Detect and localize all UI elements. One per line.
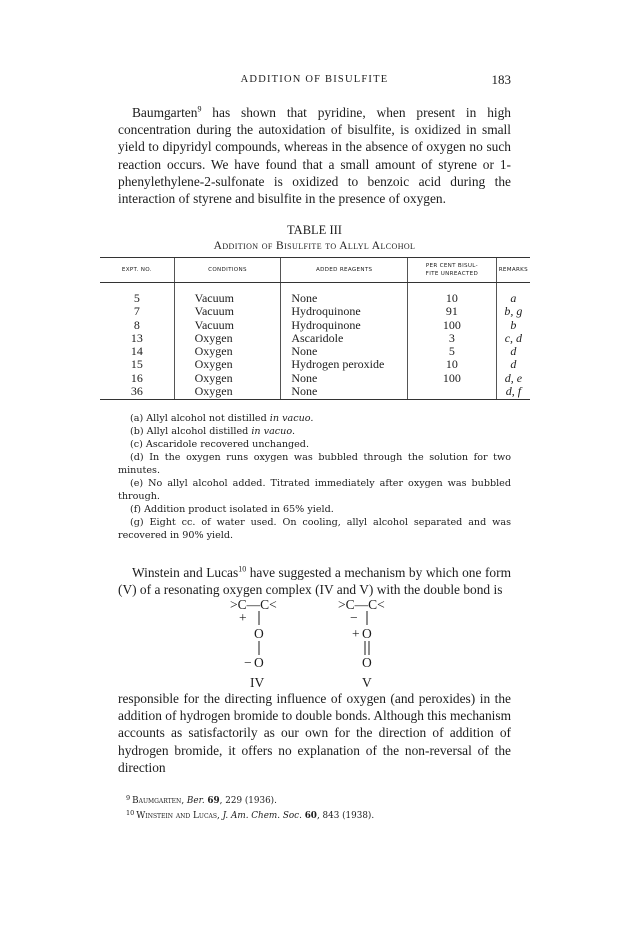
structure-v bbox=[338, 597, 385, 690]
cell-percent: 100 bbox=[408, 319, 497, 332]
cell-expt: 16 bbox=[130, 370, 143, 385]
footnote-rest: , 229 (1936). bbox=[219, 796, 277, 806]
header-percent-unreacted bbox=[408, 258, 497, 283]
reference-marker: 10 bbox=[238, 564, 247, 574]
table-note bbox=[118, 425, 511, 438]
cell-conditions: Vacuum bbox=[174, 319, 281, 332]
cell-percent: 5 bbox=[408, 345, 497, 358]
table-note: (g) Eight cc. of water used. On cooling, allyl alcohol separated and was recovered in 90% yield. bbox=[118, 517, 511, 541]
v-minus-charge: − bbox=[350, 610, 358, 625]
cell-reagents: None bbox=[281, 345, 408, 358]
header-expt-no: EXPT. NO. bbox=[100, 258, 174, 283]
running-title: ADDITION OF BISULFITE bbox=[240, 74, 389, 85]
footnote-number: 10 bbox=[126, 809, 135, 817]
table-row bbox=[100, 345, 530, 358]
iv-carbon-bond: >C—C< bbox=[230, 597, 277, 612]
header-line: FITE UNREACTED bbox=[425, 271, 479, 277]
cell-expt: 5 bbox=[133, 291, 140, 305]
cell-conditions: Oxygen bbox=[174, 332, 281, 345]
structure-label-v: V bbox=[362, 675, 372, 690]
paragraph-text: responsible for the directing influence of oxygen (and peroxides) in the addition of hydrogen bromide to double bonds. Although this mechanism accounts as satisfactorily as our own for the direction of addition of hydrogen bromide, it offers no explanation of the non-reversal of the direction bbox=[118, 691, 511, 775]
footnote-journal: Ber. bbox=[186, 796, 205, 806]
author-name: Baumgarten bbox=[132, 105, 198, 120]
cell-conditions: Vacuum bbox=[174, 305, 281, 318]
cell-remarks: b, g bbox=[496, 305, 530, 318]
paragraph-text: have suggested a mechanism by which one form (V) of a resonating oxygen complex (IV and V) with the double bond is bbox=[118, 565, 512, 598]
footnote-rest: , 843 (1938). bbox=[316, 811, 375, 821]
footnote-number: 9 bbox=[126, 794, 131, 802]
cell-expt: 13 bbox=[130, 330, 143, 345]
cell-conditions: Oxygen bbox=[174, 385, 281, 400]
cell-percent: 10 bbox=[408, 283, 497, 306]
cell-remarks: d, e bbox=[496, 372, 530, 385]
table-header-row bbox=[100, 258, 530, 283]
footnote-volume: 69 bbox=[207, 796, 220, 806]
cell-conditions: Oxygen bbox=[174, 345, 281, 358]
table-note: (c) Ascaridole recovered unchanged. bbox=[130, 439, 310, 450]
cell-conditions: Oxygen bbox=[174, 358, 281, 371]
table-note: (d) In the oxygen runs oxygen was bubbled through the solution for two minutes. bbox=[118, 452, 511, 476]
iv-oxygen-2: O bbox=[254, 655, 264, 670]
cell-reagents: Hydroquinone bbox=[281, 319, 408, 332]
cell-percent bbox=[408, 385, 497, 400]
header-added-reagents: ADDED REAGENTS bbox=[281, 258, 408, 283]
table-subtitle: Addition of Bisulfite to Allyl Alcohol bbox=[213, 240, 416, 252]
paragraph-mechanism bbox=[118, 690, 511, 776]
cell-remarks: b bbox=[496, 319, 530, 332]
page-number: 183 bbox=[491, 72, 511, 87]
table-row bbox=[100, 385, 530, 400]
cell-reagents: Hydrogen peroxide bbox=[281, 358, 408, 371]
running-header bbox=[118, 74, 511, 90]
cell-remarks: d bbox=[496, 345, 530, 358]
header-remarks: REMARKS bbox=[496, 258, 530, 283]
cell-expt: 36 bbox=[100, 385, 174, 400]
table-number: TABLE III bbox=[287, 223, 342, 237]
cell-remarks: d bbox=[496, 358, 530, 371]
footnote-volume: 60 bbox=[304, 811, 317, 821]
iv-oxygen-1: O bbox=[254, 626, 264, 641]
cell-expt: 7 bbox=[133, 304, 140, 319]
structure-iv bbox=[230, 597, 277, 690]
cell-percent: 10 bbox=[408, 358, 497, 371]
table-notes bbox=[118, 412, 511, 542]
data-table bbox=[100, 257, 530, 400]
iv-minus-charge: − bbox=[244, 655, 252, 670]
paragraph-text: has shown that pyridine, when present in high concentration during the autoxidation of bisulfite, is oxidized in small yield to dipyridyl compounds, whereas in the absence of oxygen no such reaction occurs. We have found that a small amount of styrene or 1-phenylethylene-2-sulfonate is oxidized to benzoic acid during the interaction of styrene and bisulfite in the presence of oxygen. bbox=[118, 105, 511, 207]
iv-plus-charge: + bbox=[239, 610, 247, 625]
header-line: PER CENT BISUL- bbox=[425, 263, 478, 269]
cell-expt: 14 bbox=[130, 344, 143, 359]
cell-reagents: None bbox=[281, 283, 408, 306]
note-text: (a) Allyl alcohol not distilled bbox=[130, 413, 270, 424]
table-note: (f) Addition product isolated in 65% yield. bbox=[130, 504, 334, 515]
cell-remarks: d, f bbox=[496, 385, 530, 400]
paragraph-baumgarten bbox=[118, 104, 511, 207]
cell-reagents: None bbox=[281, 372, 408, 385]
table-row bbox=[100, 319, 530, 332]
table-row bbox=[100, 372, 530, 385]
v-carbon-bond: >C—C< bbox=[338, 597, 385, 612]
note-italic: in vacuo. bbox=[269, 413, 314, 424]
footnote: $^{10}$ Winstein and Lucas, J. Am. Chem. Soc. 60, 843 (1938). bbox=[126, 809, 375, 821]
cell-remarks: a bbox=[496, 283, 530, 306]
author-name: Winstein and Lucas bbox=[132, 565, 239, 580]
v-oxygen-1: O bbox=[362, 626, 372, 641]
paragraph-winstein bbox=[118, 564, 511, 598]
cell-remarks: c, d bbox=[496, 332, 530, 345]
table-caption bbox=[118, 222, 511, 254]
cell-reagents: Ascaridole bbox=[281, 332, 408, 345]
cell-percent: 3 bbox=[408, 332, 497, 345]
footnote-journal: J. Am. Chem. Soc. bbox=[222, 811, 302, 821]
cell-conditions: Oxygen bbox=[174, 372, 281, 385]
cell-reagents: Hydroquinone bbox=[281, 305, 408, 318]
table-row bbox=[100, 283, 530, 306]
cell-percent: 91 bbox=[408, 305, 497, 318]
cell-percent: 100 bbox=[408, 372, 497, 385]
cell-reagents: None bbox=[281, 385, 408, 400]
footnote: $^9$ Baumgarten, Ber. 69, 229 (1936). bbox=[126, 794, 277, 806]
structure-label-iv: IV bbox=[250, 675, 265, 690]
v-plus-charge: + bbox=[352, 626, 360, 641]
note-italic: in vacuo. bbox=[251, 426, 296, 437]
footnote-author: Baumgarten bbox=[132, 796, 182, 806]
table-row bbox=[100, 332, 530, 345]
v-oxygen-2: O bbox=[362, 655, 372, 670]
footnotes bbox=[118, 792, 511, 822]
cell-expt: 15 bbox=[130, 357, 143, 372]
note-text: (b) Allyl alcohol distilled bbox=[130, 426, 252, 437]
table-note: (e) No allyl alcohol added. Titrated immediately after oxygen was bubbled through. bbox=[118, 478, 511, 502]
reference-marker: 9 bbox=[197, 104, 202, 114]
header-conditions: CONDITIONS bbox=[174, 258, 281, 283]
table-row bbox=[100, 358, 530, 371]
table-row bbox=[100, 305, 530, 318]
footnote-author: Winstein and Lucas bbox=[136, 811, 217, 821]
table-note bbox=[118, 412, 511, 425]
cell-expt: 8 bbox=[133, 317, 140, 332]
cell-conditions: Vacuum bbox=[174, 283, 281, 306]
